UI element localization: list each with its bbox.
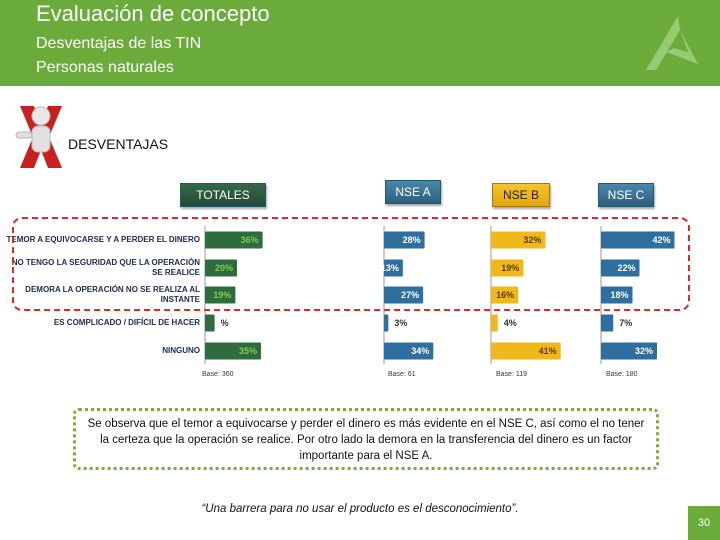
insight-note: Se observa que el temor a equivocarse y perder el dinero es más evidente en el NSE C, así como el no tener la certeza que la operación se realice. Por otro lado la demora en la transferencia del dinero es un factor importante para el NSE A. (73, 408, 659, 470)
category-label: NO TENGO LA SEGURIDAD QUE LA OPERACIÓN (11, 258, 200, 267)
highlight-frame (12, 217, 690, 311)
data-label-nse-c: 32% (634, 346, 653, 356)
data-label-nse-a: 34% (411, 346, 430, 356)
section-label: DESVENTAJAS (68, 136, 169, 152)
base-label-nse-a: Base: 61 (388, 371, 416, 378)
data-label-nse-b: 41% (538, 346, 557, 356)
data-label-nse-b: 19% (501, 263, 520, 273)
data-label-totales: 20% (214, 263, 233, 273)
category-label: SE REALICE (151, 268, 200, 277)
base-label-totales: Base: 360 (202, 371, 234, 378)
data-label-nse-a: 13% (380, 263, 399, 273)
disadvantage-figure-icon (12, 102, 70, 172)
data-label-nse-c: 7% (619, 318, 633, 328)
data-label-totales: 19% (213, 290, 232, 300)
header-bar (0, 0, 720, 86)
quote-text: “Una barrera para no usar el producto es el desconocimiento”. (201, 503, 519, 515)
page-subtitle-secondary: Personas naturales (36, 59, 174, 76)
data-label-nse-c: 42% (652, 235, 671, 245)
base-label-nse-c: Base: 180 (606, 371, 638, 378)
data-label-nse-c: 22% (617, 263, 636, 273)
brand-logo-icon (640, 12, 712, 72)
segment-header-totales: TOTALES (180, 183, 266, 207)
page-title: Evaluación de concepto (36, 1, 270, 26)
bar-totales (205, 315, 215, 332)
category-label: ES COMPLICADO / DIFÍCIL DE HACER (53, 318, 200, 327)
base-label-nse-b: Base: 119 (496, 371, 528, 378)
data-label-nse-b: 32% (523, 235, 542, 245)
segment-header-nse-a: NSE A (385, 180, 441, 204)
category-label: NINGUNO (162, 346, 200, 355)
data-label-totales: % (220, 318, 229, 328)
category-label: DEMORA LA OPERACIÓN NO SE REALIZA AL (25, 285, 200, 294)
data-label-nse-c: 18% (610, 290, 629, 300)
data-label-nse-a: 27% (401, 290, 420, 300)
segment-header-nse-c: NSE C (598, 183, 654, 207)
data-label-totales: 35% (238, 346, 257, 356)
data-label-nse-a: 3% (394, 318, 408, 328)
page-number: 30 (688, 506, 720, 540)
page-subtitle: Desventajas de las TIN (36, 35, 202, 52)
data-label-totales: 36% (240, 235, 259, 245)
bar-nse-c (601, 315, 613, 332)
data-label-nse-b: 16% (496, 290, 515, 300)
bar-nse-a (384, 315, 388, 332)
data-label-nse-a: 28% (402, 235, 421, 245)
category-label: INSTANTE (160, 295, 200, 304)
bar-nse-b (491, 315, 498, 332)
data-label-nse-b: 4% (503, 318, 517, 328)
category-label: TEMOR A EQUIVOCARSE Y A PERDER EL DINERO (6, 235, 200, 244)
segment-header-nse-b: NSE B (492, 183, 550, 207)
